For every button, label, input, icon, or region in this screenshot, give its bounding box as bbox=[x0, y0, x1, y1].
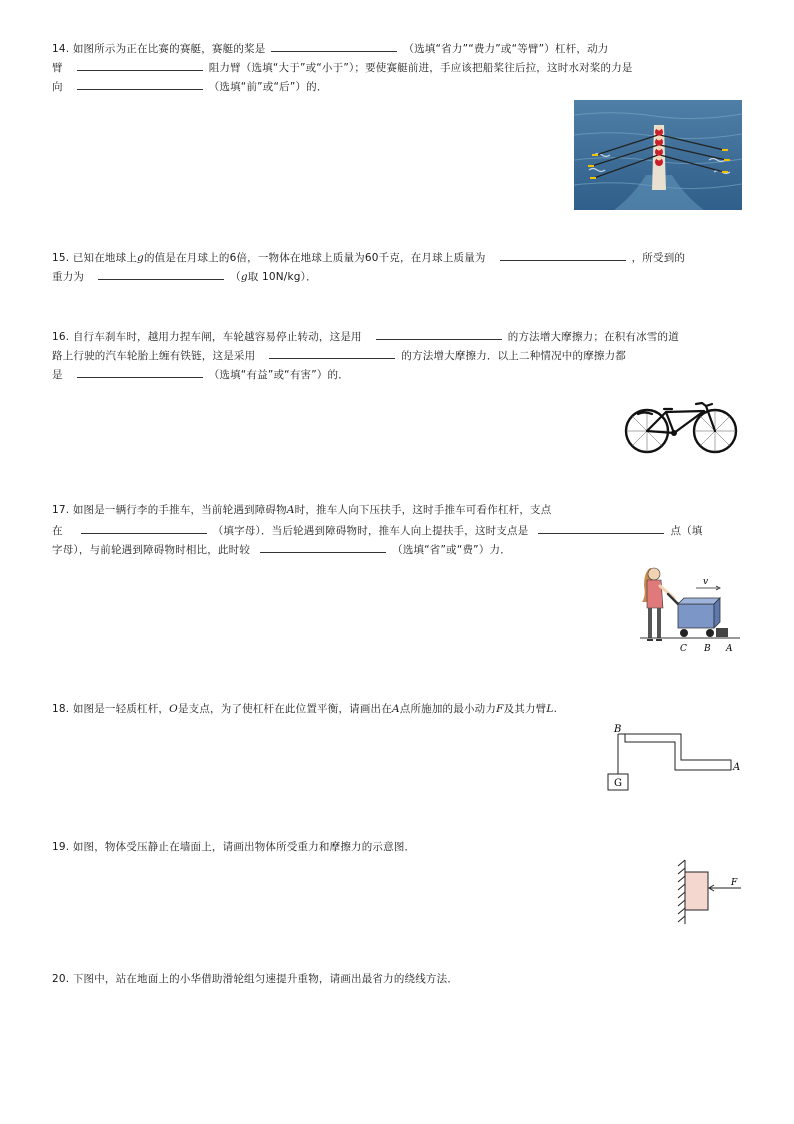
point-b-label: B bbox=[614, 724, 622, 735]
q17-line-3: 字母），与前轮遇到障碍物时相比，此时较 （选填“省”或“费”）力． bbox=[52, 541, 511, 557]
q16-line-2: 路上行驶的汽车轮胎上缠有铁链，这是采用 的方法增大摩擦力．以上二种情况中的摩擦力都 bbox=[52, 347, 626, 363]
q18-line-1: 18. 如图是一轻质杠杆，O是支点，为了使杠杆在此位置平衡，请画出在A点所施加的最小动力F及其力臂L. bbox=[52, 703, 558, 715]
q16-line-1: 16. 自行车刹车时，越用力捏车闸，车轮越容易停止转动，这是用 的方法增大摩擦力；在积有冰雪的道 bbox=[52, 328, 679, 344]
weight-g-label: G bbox=[614, 778, 622, 789]
q16-line-3: 是 （选填“有益”或“有害”）的． bbox=[52, 366, 349, 382]
q15-blank-1[interactable] bbox=[500, 249, 626, 261]
q16-blank-3[interactable] bbox=[77, 366, 203, 378]
q14-line-2: 臂 阻力臂（选填“大于”或“小于”）；要使赛艇前进，手应该把船桨往后拉，这时水对桨的力是 bbox=[52, 59, 633, 75]
point-c-label: C bbox=[680, 644, 687, 654]
q15-line-1: 15. 已知在地球上g的值是在月球上的6倍，一物体在地球上质量为60千克，在月球上质量为 ，所受到的 bbox=[52, 249, 685, 265]
q16-blank-2[interactable] bbox=[269, 347, 395, 359]
bicycle-figure bbox=[622, 400, 740, 456]
velocity-label: v bbox=[703, 577, 709, 587]
q15-line-2: 重力为 （g取 10N/kg）． bbox=[52, 268, 317, 284]
q20-line-1: 20. 下图中，站在地面上的小华借助滑轮组匀速提升重物，请画出最省力的绕线方法． bbox=[52, 973, 459, 985]
block-on-wall-figure bbox=[675, 858, 745, 926]
q14-blank-3[interactable] bbox=[77, 78, 203, 90]
q14-blank-1[interactable] bbox=[271, 40, 397, 52]
person-shirt-icon bbox=[647, 580, 663, 608]
q17-blank-2[interactable] bbox=[538, 522, 664, 534]
q15-blank-2[interactable] bbox=[98, 268, 224, 280]
block bbox=[685, 872, 708, 910]
point-a-label: A bbox=[733, 762, 741, 773]
handcart-figure bbox=[630, 560, 742, 656]
point-a-label: A bbox=[726, 644, 733, 654]
q14-blank-2[interactable] bbox=[77, 59, 203, 71]
point-b-label: B bbox=[704, 644, 711, 654]
lever-figure bbox=[600, 720, 750, 796]
q19-line-1: 19. 如图，物体受压静止在墙面上，请画出物体所受重力和摩擦力的示意图． bbox=[52, 841, 416, 853]
q14-line-3: 向 （选填“前”或“后”）的． bbox=[52, 78, 328, 94]
q14-line-1: 14. 如图所示为正在比赛的赛艇，赛艇的桨是 （选填“省力”“费力”或“等臂”）杠杆，动力 bbox=[52, 40, 608, 56]
force-f-label: F bbox=[731, 878, 738, 888]
q17-blank-1[interactable] bbox=[81, 522, 207, 534]
q17-line-2: 在 （填字母）．当后轮遇到障碍物时，推车人向上提扶手，这时支点是 点（填 bbox=[52, 522, 703, 538]
q16-blank-1[interactable] bbox=[376, 328, 502, 340]
q17-line-1: 17. 如图是一辆行李的手推车，当前轮遇到障碍物A时，推车人向下压扶手，这时手推车可看作杠杆，支点 bbox=[52, 504, 552, 516]
rowing-boat-photo bbox=[574, 100, 742, 210]
q17-blank-3[interactable] bbox=[260, 541, 386, 553]
